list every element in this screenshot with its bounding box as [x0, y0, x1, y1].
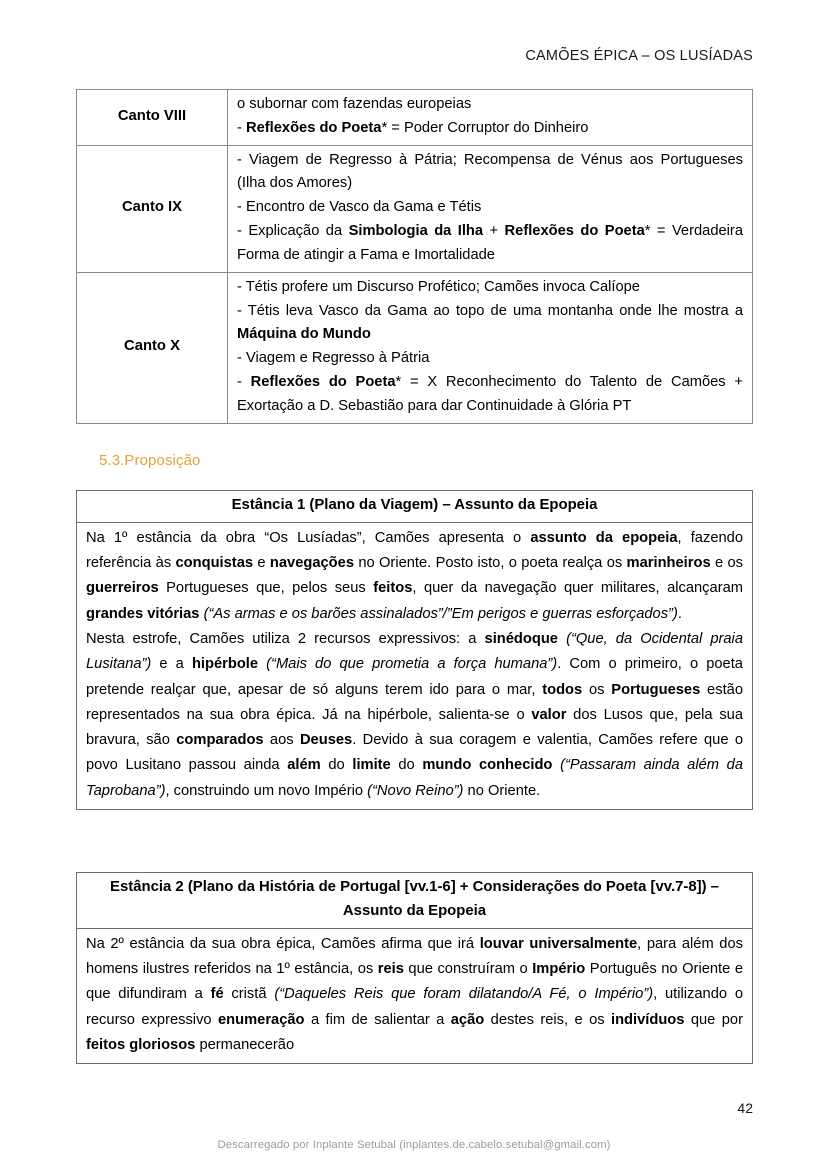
canto-content: o subornar com fazendas europeias - Reflexões do Poeta* = Poder Corruptor do Dinheiro: [228, 90, 753, 146]
estancia-1-body: Na 1º estância da obra “Os Lusíadas”, Camões apresenta o assunto da epopeia, fazendo referência às conquistas e navegações no Oriente. Posto isto, o poeta realça os marinheiros e os guerreiros Portugueses que, pelos seus feitos, quer da navegação quer militares, alcançaram grandes vitórias (“As armas e os barões assinalados”/”Em perigos e guerras esforçados”). Nesta estrofe, Camões utiliza 2 recursos expressivos: a sinédoque (“Que, da Ocidental praia Lusitana”) e a hipérbole (“Mais do que prometia a força humana”). Com o primeiro, o poeta pretende realçar que, apesar de só alguns terem ido para o mar, todos os Portugueses estão representados na sua obra épica. Já na hipérbole, salienta-se o valor dos Lusos que, pela sua bravura, são comparados aos Deuses. Devido à sua coragem e valentia, Camões refere que o povo Lusitano passou ainda além do limite do mundo conhecido (“Passaram ainda além da Taprobana”), construindo um novo Império (“Novo Reino”) no Oriente.: [86, 529, 743, 799]
estancia-1-title: Estância 1 (Plano da Viagem) – Assunto da Epopeia: [77, 491, 752, 523]
estancia-2-box: [76, 872, 753, 1064]
estancia-1-box: [76, 490, 753, 810]
table-body: [77, 90, 753, 424]
page-number: 42: [737, 1100, 753, 1116]
estancia-2-body: Na 2º estância da sua obra épica, Camões afirma que irá louvar universalmente, para além dos homens ilustres referidos na 1º estância, os reis que construíram o Império Português no Oriente e que difundiram a fé cristã (“Daqueles Reis que foram dilatando/A Fé, o Império”), utilizando o recurso expressivo enumeração a fim de salientar a ação destes reis, e os indivíduos que por feitos gloriosos permanecerão: [86, 935, 744, 1053]
cantos-summary-table: [76, 89, 753, 424]
table-row: [77, 145, 753, 272]
canto-content: - Tétis profere um Discurso Profético; Camões invoca Calíope - Tétis leva Vasco da Gama ao topo de uma montanha onde lhe mostra a Máquina do Mundo - Viagem e Regresso à Pátria - Reflexões do Poeta* = X Reconhecimento do Talento de Camões + Exortação a D. Sebastião para dar Continuidade à Glória PT: [228, 272, 753, 423]
canto-content: - Viagem de Regresso à Pátria; Recompensa de Vénus aos Portugueses (Ilha dos Amores) - Encontro de Vasco da Gama e Tétis - Explicação da Simbologia da Ilha + Reflexões do Poeta* = Verdadeira Forma de atingir a Fama e Imortalidade: [228, 145, 753, 272]
canto-label: Canto VIII: [77, 90, 228, 146]
download-watermark: Descarregado por Inplante Setubal (inplantes.de.cabelo.setubal@gmail.com): [217, 1139, 611, 1151]
canto-label: Canto X: [77, 272, 228, 423]
section-heading: 5.3.Proposição: [99, 452, 201, 469]
estancia-2-title: Estância 2 (Plano da História de Portugal [vv.1-6] + Considerações do Poeta [vv.7-8]) – Assunto da Epopeia: [77, 873, 752, 929]
running-header: CAMÕES ÉPICA – OS LUSÍADAS: [525, 48, 753, 64]
table-row: [77, 90, 753, 146]
canto-label: Canto IX: [77, 145, 228, 272]
table-row: [77, 272, 753, 423]
